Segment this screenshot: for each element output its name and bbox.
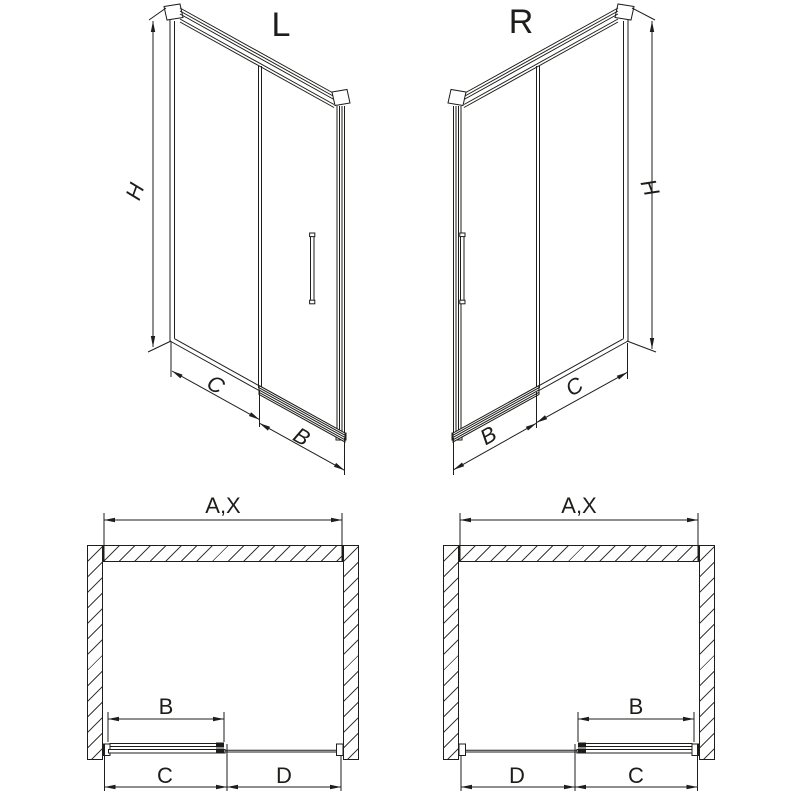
iso-view-left	[120, 4, 350, 475]
plan-view-left	[104, 493, 344, 791]
door-handle	[310, 233, 315, 304]
view-label-left: L	[271, 6, 291, 44]
fixed-panel-edge	[537, 66, 629, 391]
dim-label-fixed: C	[561, 371, 588, 402]
dim-label-door: B	[475, 421, 501, 451]
dim-label-right: C	[628, 763, 644, 788]
bottom-rail	[453, 386, 539, 443]
fixed-panel-edge	[170, 66, 262, 391]
dim-label-height: H	[635, 175, 665, 200]
dim-door-width	[108, 694, 224, 742]
dim-fixed-width	[171, 341, 260, 427]
dim-total-width	[460, 493, 698, 562]
dim-label-door: B	[289, 422, 315, 452]
plan-view-right	[459, 493, 699, 791]
wall-profile	[624, 20, 629, 341]
dim-label-left: D	[509, 763, 525, 788]
door-assembly	[459, 743, 699, 756]
door-profile	[336, 106, 346, 440]
door-handle	[460, 233, 465, 304]
top-rail	[164, 4, 350, 108]
wall-profile	[170, 20, 175, 341]
dim-fixed-width	[537, 343, 628, 423]
dim-label-door: B	[628, 694, 644, 719]
dim-door-width	[578, 694, 694, 742]
dim-total-width	[104, 493, 342, 562]
dim-height	[627, 8, 665, 352]
dim-label-door: B	[158, 694, 174, 719]
dim-label-total: A,X	[205, 493, 241, 518]
dim-label-fixed: C	[202, 369, 229, 400]
door-assembly	[104, 743, 344, 756]
dim-label-left: C	[157, 763, 173, 788]
top-rail	[448, 4, 634, 108]
dim-label-total: A,X	[561, 493, 597, 518]
dim-label-height: H	[120, 179, 150, 204]
view-label-right: R	[508, 3, 534, 41]
dim-height	[120, 8, 171, 352]
dim-label-right: D	[276, 763, 292, 788]
iso-view-right	[448, 3, 665, 475]
